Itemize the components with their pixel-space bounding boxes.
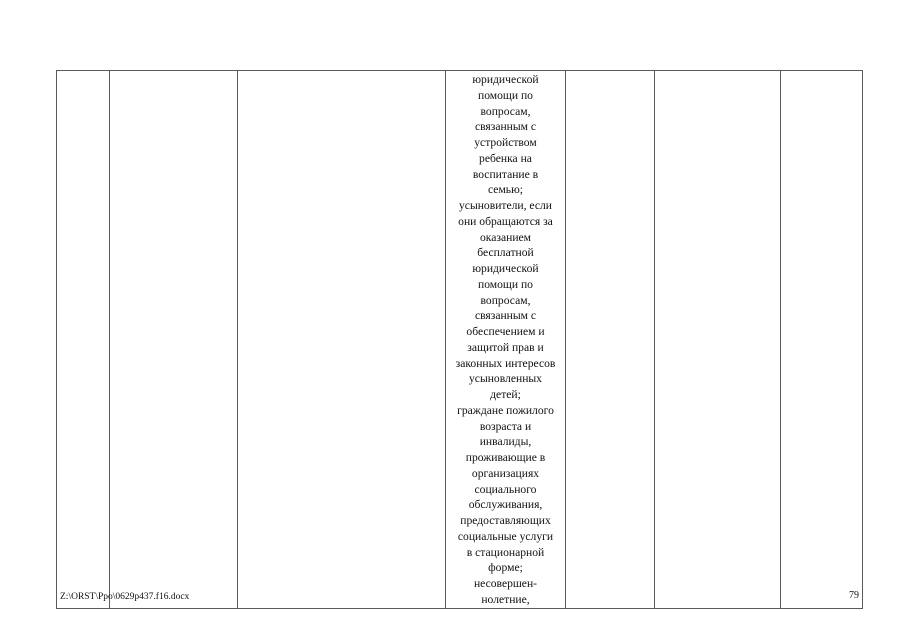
cell-text-line: связанным с (474, 120, 537, 134)
cell-text-line: устройством (474, 136, 537, 149)
cell-text-line: вопросам, (480, 293, 531, 307)
table-cell-col3 (238, 71, 446, 609)
table-cell-col7 (781, 71, 863, 609)
cell-text-line: обслуживания, (468, 498, 543, 512)
cell-text-line: обеспечением и (466, 325, 545, 338)
cell-text-line: семью; (488, 183, 523, 197)
cell-text-line: защитой прав и (467, 340, 544, 354)
cell-text-line: предоставляющих (460, 514, 551, 527)
cell-text-line: организациях (471, 466, 540, 480)
cell-text-line: оказанием (479, 230, 532, 244)
cell-text-line: ребенка на (479, 151, 532, 165)
cell-text-line: помощи по (478, 277, 533, 291)
cell-text-line: инвалиды, (479, 435, 532, 449)
cell-text-line: законных интересов (455, 356, 556, 370)
cell-text-line: усыновители, если (459, 199, 552, 212)
table-cell-col1 (57, 71, 110, 609)
table-cell-col4 (446, 71, 566, 609)
cell-text-line: форме; (488, 561, 523, 575)
cell-text-line: возраста и (479, 419, 532, 433)
cell-text-line: помощи по (478, 88, 533, 102)
cell-text-line: они обращаются за (458, 214, 553, 228)
footer-file-path: Z:\ORST\Ppo\0629p437.f16.docx (60, 592, 190, 602)
document-table (56, 70, 863, 609)
table-cell-col2 (110, 71, 238, 609)
cell-text-line: детей; (490, 388, 521, 401)
cell-text-line: в стационарной (466, 545, 545, 559)
cell-text-line: несовершен- (473, 577, 538, 590)
cell-text-line: бесплатной (477, 246, 534, 260)
recipient-categories-text (446, 71, 565, 608)
cell-text-line: вопросам, (480, 104, 531, 118)
table-cell-col6 (655, 71, 781, 609)
table-cell-col5 (566, 71, 655, 609)
cell-text-line: юридической (472, 262, 539, 275)
cell-text-line: социального (474, 482, 537, 496)
cell-text-line: воспитание в (472, 167, 539, 181)
cell-text-line: граждане пожилого (457, 403, 554, 417)
cell-text-line: юридической (472, 73, 539, 86)
cell-text-line: социальные услуги (457, 529, 554, 543)
table-row (57, 71, 863, 609)
cell-text-line: нолетние, (481, 592, 530, 606)
page-number: 79 (849, 590, 859, 601)
cell-text-line: проживающие в (465, 451, 546, 464)
cell-text-line: усыновленных (469, 372, 542, 386)
cell-text-line: связанным с (474, 309, 537, 323)
